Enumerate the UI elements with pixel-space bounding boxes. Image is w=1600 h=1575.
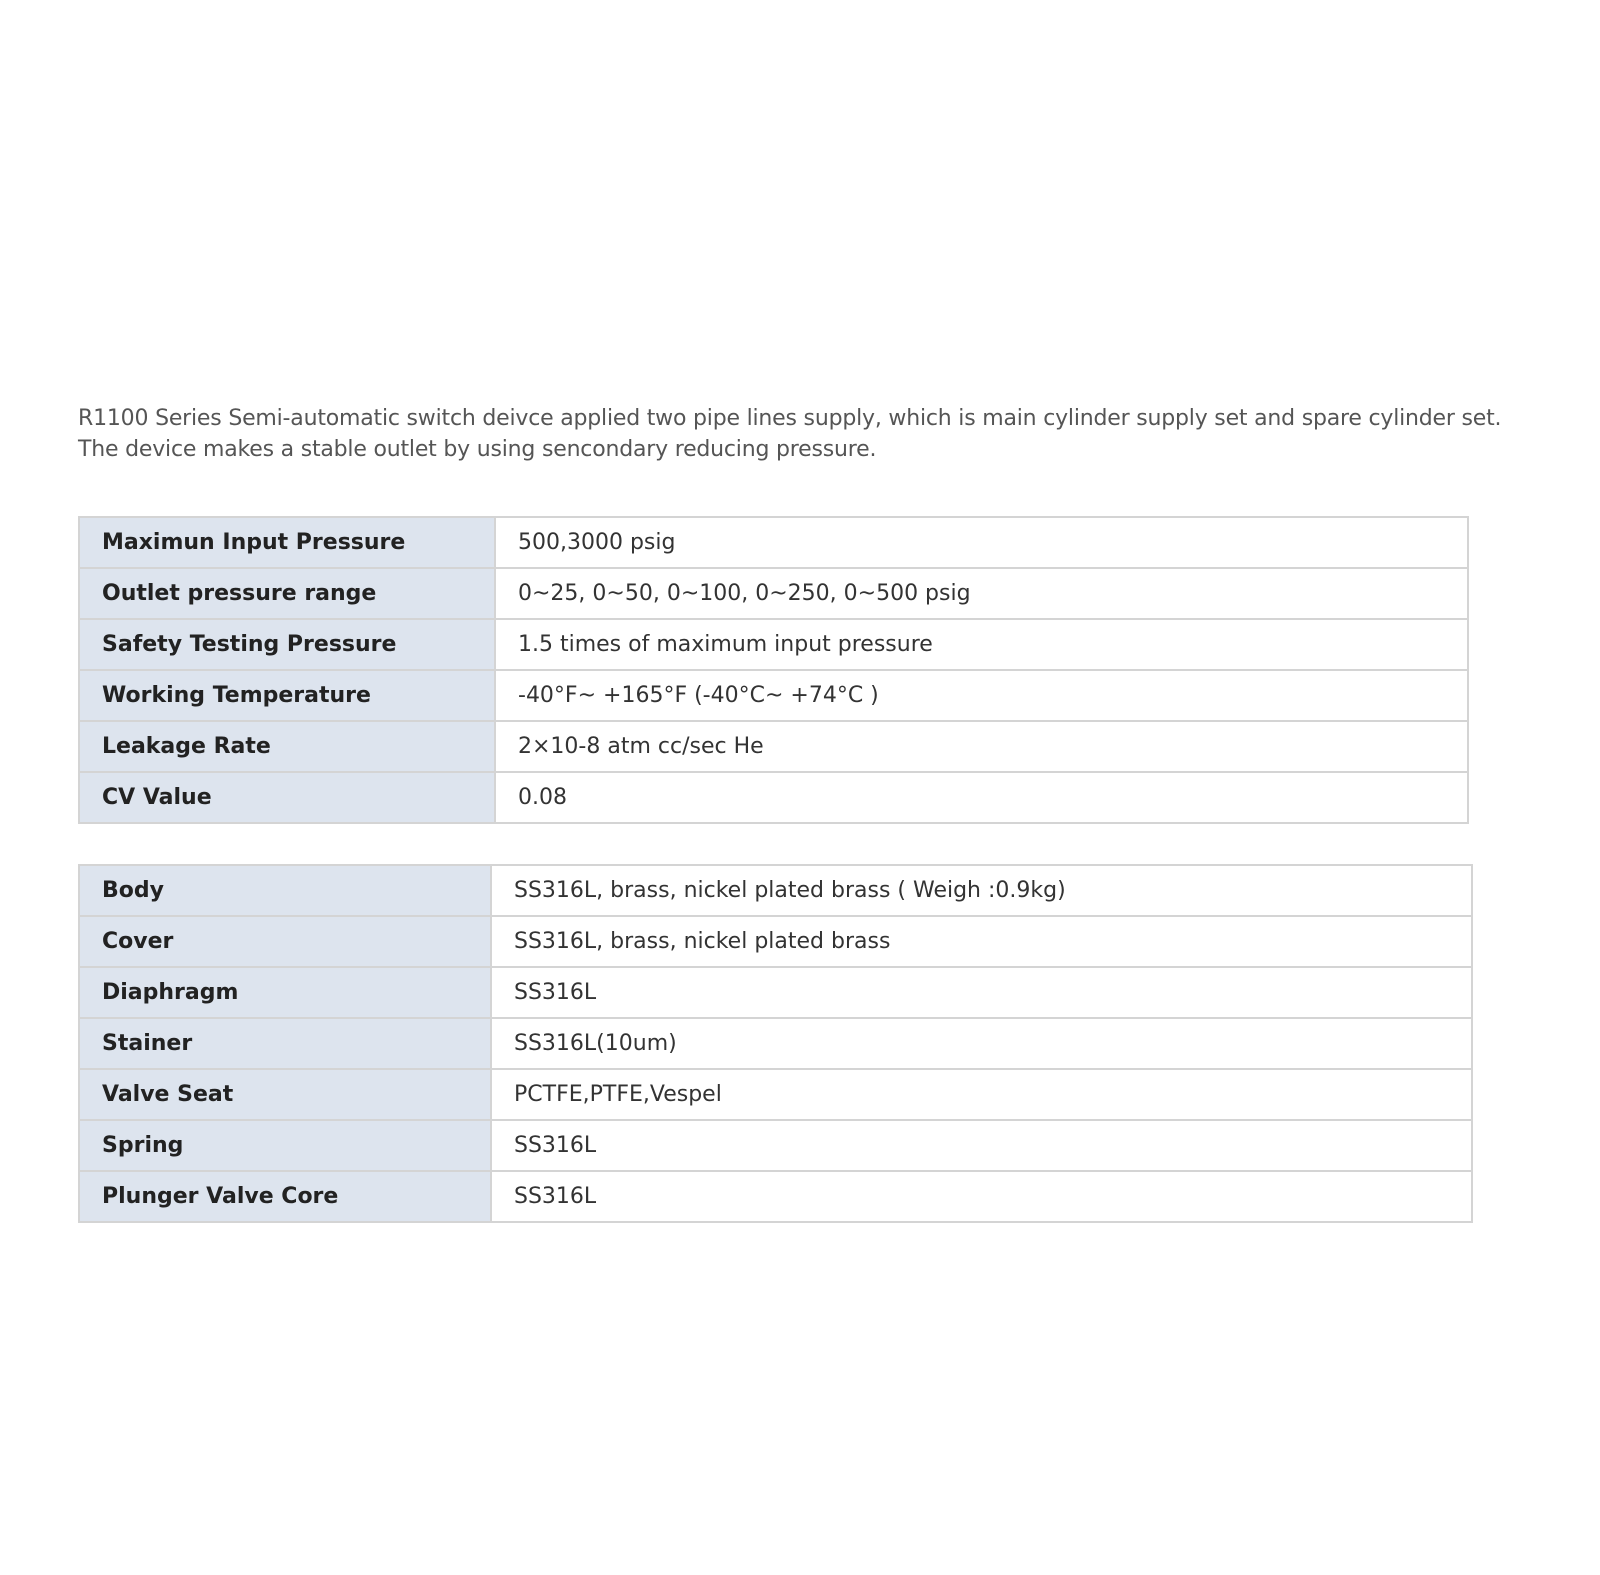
table-row bbox=[79, 670, 1468, 721]
spec-value: -40°F~ +165°F (-40°C~ +74°C ) bbox=[495, 670, 1468, 721]
table-row bbox=[79, 772, 1468, 823]
product-description bbox=[78, 403, 1578, 465]
spec-label: Safety Testing Pressure bbox=[79, 619, 495, 670]
spec-value: 1.5 times of maximum input pressure bbox=[495, 619, 1468, 670]
performance-spec-table bbox=[78, 516, 1469, 824]
spec-label: Leakage Rate bbox=[79, 721, 495, 772]
description-line-2: The device makes a stable outlet by using sencondary reducing pressure. bbox=[78, 437, 877, 462]
table-row bbox=[79, 1018, 1472, 1069]
table-row bbox=[79, 967, 1472, 1018]
material-value: SS316L, brass, nickel plated brass ( Weigh :0.9kg) bbox=[491, 865, 1472, 916]
spec-value: 500,3000 psig bbox=[495, 517, 1468, 568]
material-label: Stainer bbox=[79, 1018, 491, 1069]
materials-spec-table bbox=[78, 864, 1473, 1223]
material-label: Plunger Valve Core bbox=[79, 1171, 491, 1222]
table-row bbox=[79, 721, 1468, 772]
table-row bbox=[79, 1171, 1472, 1222]
material-value: SS316L(10um) bbox=[491, 1018, 1472, 1069]
table-row bbox=[79, 619, 1468, 670]
material-label: Cover bbox=[79, 916, 491, 967]
spec-value: 2×10-8 atm cc/sec He bbox=[495, 721, 1468, 772]
table-row bbox=[79, 1069, 1472, 1120]
material-label: Spring bbox=[79, 1120, 491, 1171]
material-value: SS316L bbox=[491, 1171, 1472, 1222]
spec-label: Working Temperature bbox=[79, 670, 495, 721]
material-label: Body bbox=[79, 865, 491, 916]
material-label: Diaphragm bbox=[79, 967, 491, 1018]
spec-label: CV Value bbox=[79, 772, 495, 823]
material-label: Valve Seat bbox=[79, 1069, 491, 1120]
spec-value: 0~25, 0~50, 0~100, 0~250, 0~500 psig bbox=[495, 568, 1468, 619]
table-row bbox=[79, 916, 1472, 967]
spec-value: 0.08 bbox=[495, 772, 1468, 823]
spec-label: Maximun Input Pressure bbox=[79, 517, 495, 568]
table-row bbox=[79, 865, 1472, 916]
material-value: SS316L bbox=[491, 1120, 1472, 1171]
material-value: SS316L bbox=[491, 967, 1472, 1018]
table-row bbox=[79, 517, 1468, 568]
spec-label: Outlet pressure range bbox=[79, 568, 495, 619]
material-value: PCTFE,PTFE,Vespel bbox=[491, 1069, 1472, 1120]
table-row bbox=[79, 568, 1468, 619]
material-value: SS316L, brass, nickel plated brass bbox=[491, 916, 1472, 967]
description-line-1: R1100 Series Semi-automatic switch deivce applied two pipe lines supply, which is main cylinder supply set and spare cylinder set. bbox=[78, 406, 1502, 431]
table-row bbox=[79, 1120, 1472, 1171]
